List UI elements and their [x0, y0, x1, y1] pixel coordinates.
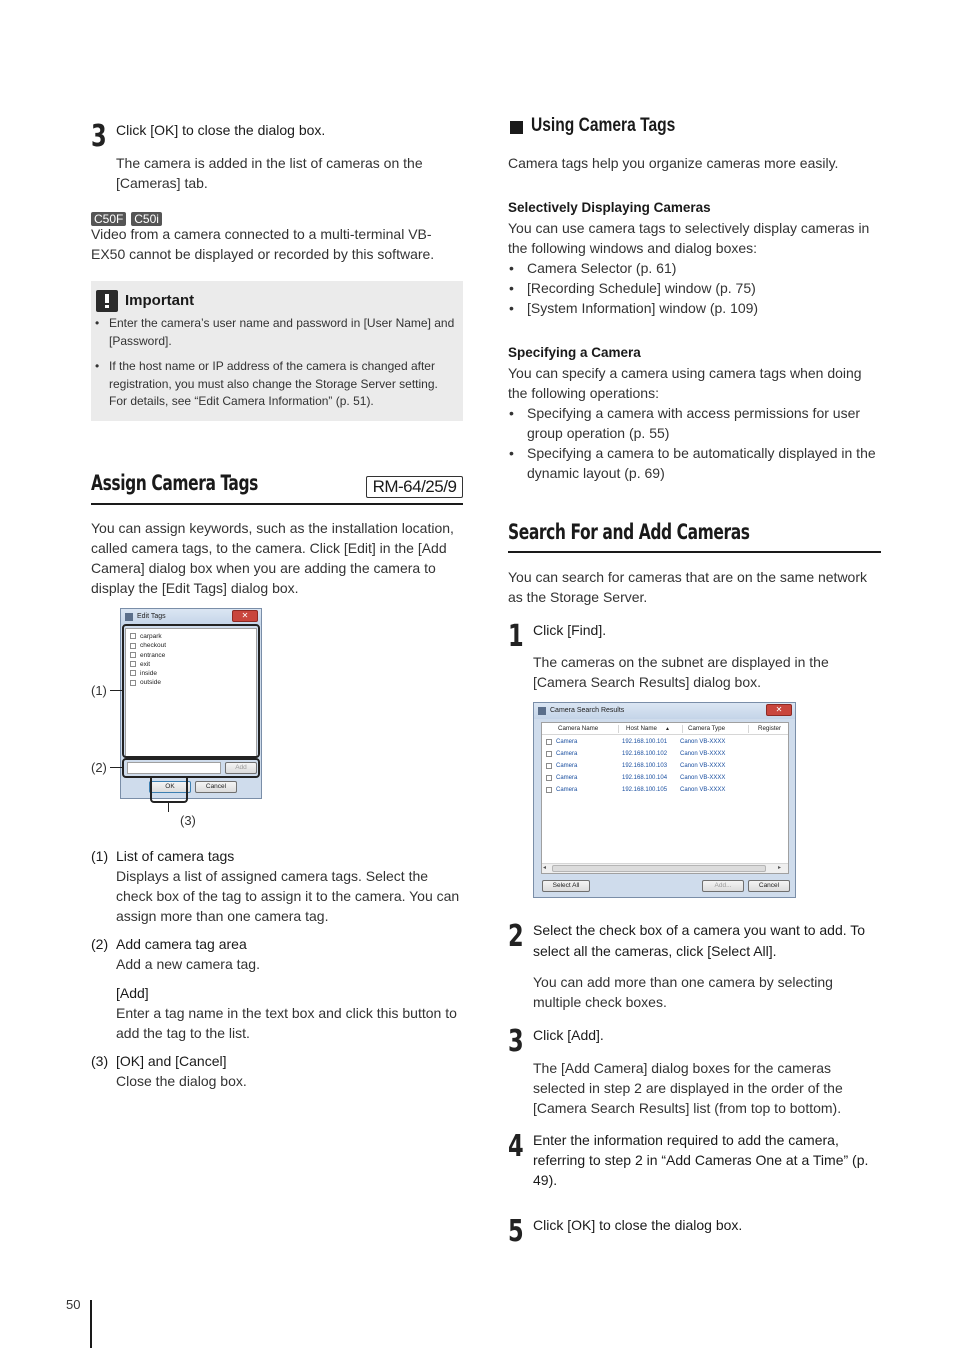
close-icon[interactable]: ✕: [232, 610, 258, 622]
scroll-thumb[interactable]: [552, 865, 766, 872]
callout-label: (3): [180, 813, 196, 828]
table-row[interactable]: Camera 192.168.100.105 Canon VB-XXXX: [542, 784, 788, 796]
page-number: 50: [66, 1297, 81, 1312]
page-rule: [90, 1300, 92, 1348]
add-button[interactable]: Add...: [702, 880, 744, 892]
sub-heading: Specifying a Camera: [508, 345, 641, 360]
step-number: 3: [508, 1024, 524, 1059]
app-icon: [125, 613, 133, 621]
dialog-title: Camera Search Results: [550, 707, 625, 714]
desc-title: List of camera tags: [116, 848, 235, 864]
column-header[interactable]: Register: [758, 725, 782, 732]
important-title: Important: [125, 292, 195, 309]
step-number: 2: [508, 919, 524, 954]
callout-line: [110, 767, 122, 768]
step-number: 4: [508, 1129, 524, 1164]
desc-label: (2): [91, 936, 109, 952]
square-bullet-icon: [510, 121, 523, 134]
step-number: 5: [508, 1214, 524, 1249]
scroll-right-icon[interactable]: ▸: [778, 865, 782, 871]
list-item: • Specifying a camera to be automatically displayed in the dynamic layout (p. 69): [509, 443, 881, 483]
important-item: • Enter the camera’s user name and password in [User Name] and [Password].: [95, 315, 457, 350]
search-intro: You can search for cameras that are on the same network as the Storage Server.: [508, 569, 868, 605]
desc-title: Add camera tag area: [116, 936, 247, 952]
callout-line: [168, 803, 169, 812]
cancel-button[interactable]: Cancel: [195, 781, 237, 793]
sel-body: You can use camera tags to selectively display cameras in the following windows and dialog boxes:: [508, 220, 870, 256]
callout-frame: [122, 758, 260, 778]
add-button[interactable]: Add: [225, 762, 257, 774]
step-text: Click [Find].: [533, 622, 607, 638]
checkbox[interactable]: [546, 787, 552, 793]
list-item: • Specifying a camera with access permissions for user group operation (p. 55): [509, 403, 881, 443]
using-intro: Camera tags help you organize cameras more easily.: [508, 155, 839, 171]
spec-body: You can specify a camera using camera tags when doing the following operations:: [508, 365, 862, 401]
checkbox[interactable]: [546, 763, 552, 769]
callout-frame: [150, 778, 188, 803]
important-item: • If the host name or IP address of the camera is changed after registration, you must also change the Storage Server setting. For details, see “Edit Camera Information” (p. 51).: [95, 358, 457, 411]
table-row[interactable]: Camera 192.168.100.104 Canon VB-XXXX: [542, 772, 788, 784]
desc-sub-body: Enter a tag name in the text box and click this button to add the tag to the list.: [116, 1005, 457, 1041]
ok-button[interactable]: OK: [149, 781, 191, 793]
select-all-button[interactable]: Select All: [542, 880, 590, 892]
tag-item[interactable]: exit: [130, 660, 252, 669]
section-rule: [91, 503, 463, 505]
sort-asc-icon: ▲: [665, 726, 670, 732]
step-text: Click [OK] to close the dialog box.: [116, 122, 326, 138]
subsection-heading: Using Camera Tags: [531, 115, 676, 136]
rm-badge: RM-64/25/9: [366, 476, 463, 498]
tag-item[interactable]: outside: [130, 678, 252, 687]
step-number: 1: [508, 619, 524, 654]
important-box: [91, 281, 463, 421]
step-note: The cameras on the subnet are displayed in the [Camera Search Results] dialog box.: [533, 654, 829, 690]
tag-item[interactable]: carpark: [130, 632, 252, 641]
sub-heading: Selectively Displaying Cameras: [508, 200, 711, 215]
desc-sub-title: [Add]: [116, 985, 149, 1001]
results-table[interactable]: [541, 722, 789, 874]
dialog-titlebar: [534, 703, 795, 719]
step-text: Click [Add].: [533, 1027, 604, 1043]
tag-item[interactable]: inside: [130, 669, 252, 678]
callout-line: [110, 690, 122, 691]
column-header[interactable]: Camera Name: [558, 725, 599, 732]
desc-body: Close the dialog box.: [116, 1073, 247, 1089]
table-row[interactable]: Camera 192.168.100.101 Canon VB-XXXX: [542, 736, 788, 748]
section-heading: Search For and Add Cameras: [508, 520, 750, 544]
dialog-title: Edit Tags: [137, 613, 166, 620]
important-icon: [96, 290, 118, 312]
dialog-titlebar: [121, 609, 261, 625]
callout-label: (2): [91, 760, 107, 775]
list-item: • Camera Selector (p. 61): [509, 258, 881, 278]
camera-search-dialog: [533, 702, 796, 898]
list-item: • [Recording Schedule] window (p. 75): [509, 278, 881, 298]
horizontal-scrollbar[interactable]: [542, 863, 788, 873]
close-icon[interactable]: ✕: [766, 704, 792, 716]
callout-frame: [122, 624, 260, 758]
table-header: [542, 723, 788, 735]
desc-label: (1): [91, 848, 109, 864]
desc-body: Displays a list of assigned camera tags. Select the check box of the tag to assign it to the camera. You can assign more than one camera tag.: [116, 868, 460, 924]
video-note: Video from a camera connected to a multi-terminal VB-EX50 cannot be displayed or recorded by this software.: [91, 226, 435, 262]
section-rule: [508, 551, 881, 553]
step-note: The camera is added in the list of cameras on the [Cameras] tab.: [116, 155, 423, 191]
desc-title: [OK] and [Cancel]: [116, 1053, 227, 1069]
column-header[interactable]: Camera Type: [688, 725, 726, 732]
table-row[interactable]: Camera 192.168.100.102 Canon VB-XXXX: [542, 748, 788, 760]
desc-label: (3): [91, 1053, 109, 1069]
table-body: [542, 736, 788, 796]
column-header[interactable]: Host Name: [626, 725, 657, 732]
step-note: You can add more than one camera by selecting multiple check boxes.: [533, 974, 833, 1010]
table-row[interactable]: Camera 192.168.100.103 Canon VB-XXXX: [542, 760, 788, 772]
list-item: • [System Information] window (p. 109): [509, 298, 881, 318]
app-icon: [538, 707, 546, 715]
tag-item[interactable]: entrance: [130, 651, 252, 660]
step-text: Select the check box of a camera you want to add. To select all the cameras, click [Select All].: [533, 922, 866, 959]
checkbox[interactable]: [546, 775, 552, 781]
step-number: 3: [91, 119, 107, 154]
step-text: Enter the information required to add the camera, referring to step 2 in “Add Cameras One at a Time” (p. 49).: [533, 1132, 869, 1188]
scroll-left-icon[interactable]: ◂: [543, 865, 547, 871]
checkbox[interactable]: [546, 739, 552, 745]
checkbox[interactable]: [546, 751, 552, 757]
section-heading: Assign Camera Tags: [91, 471, 258, 495]
step-text: Click [OK] to close the dialog box.: [533, 1217, 743, 1233]
model-badge: C50F: [91, 212, 126, 226]
model-badge: C50i: [131, 212, 162, 226]
step-note: The [Add Camera] dialog boxes for the cameras selected in step 2 are displayed in the order of the [Camera Search Results] list (from top to bottom).: [533, 1060, 843, 1116]
callout-label: (1): [91, 683, 107, 698]
assign-intro: You can assign keywords, such as the installation location, called camera tags, to the camera. Click [Edit] in the [Add Camera] dialog box when you are adding the camera to display the [Edit Tags] dialog box.: [91, 520, 454, 596]
desc-body: Add a new camera tag.: [116, 956, 260, 972]
cancel-button[interactable]: Cancel: [748, 880, 790, 892]
tag-item[interactable]: checkout: [130, 641, 252, 650]
